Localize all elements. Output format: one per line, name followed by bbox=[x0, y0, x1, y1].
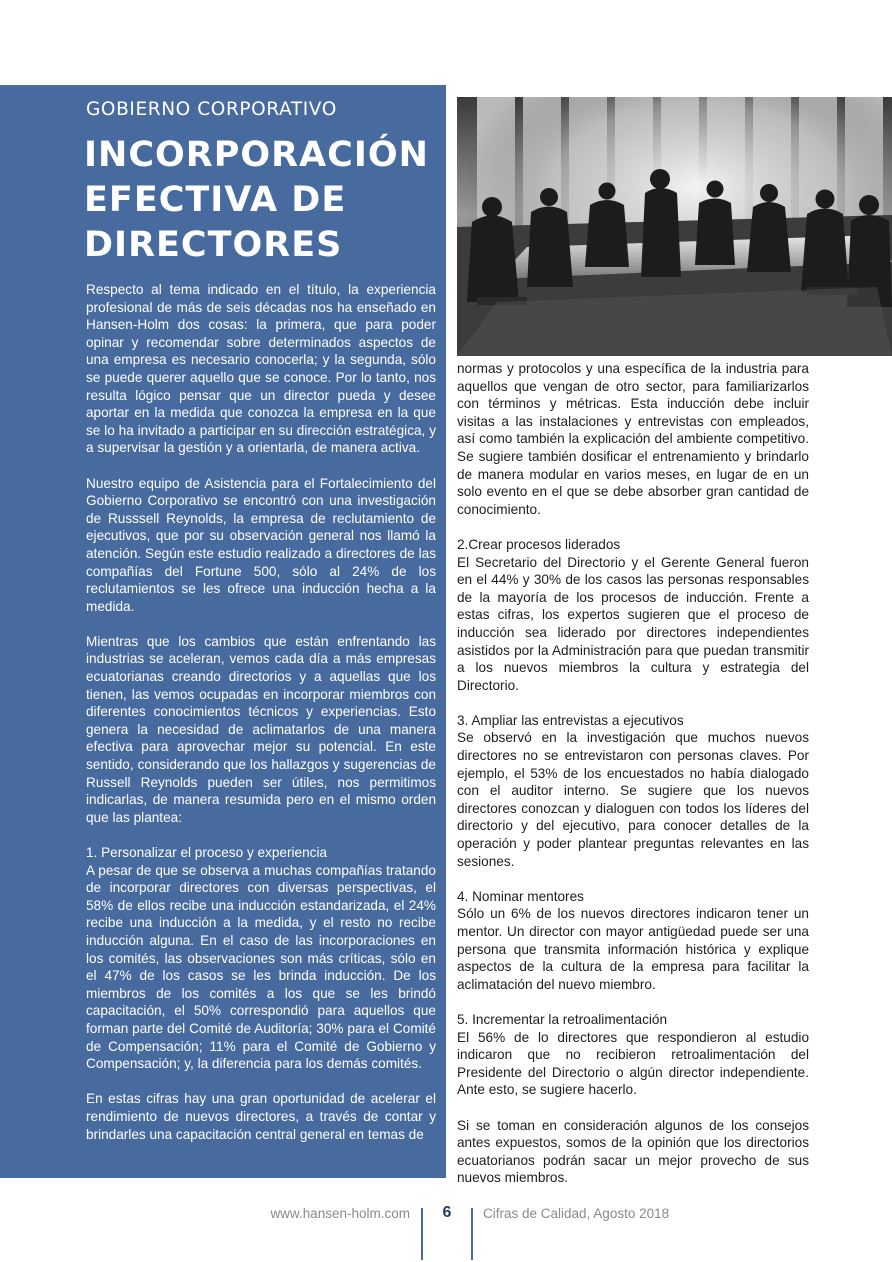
article-title-line-3: DIRECTORES bbox=[84, 225, 343, 265]
paragraph: Se observó en la investigación que muchos nuevos directores no se entrevistaron con personas claves. Por ejemplo, el 53% de los encuestados no había dialogado con el auditor interno. Se sugiere que los nuevos directores conozcan y dialoguen con todos los líderes del directorio y del ejecutivo, para conocer detalles de la operación y poder plantear preguntas relevantes en las sesiones. bbox=[457, 730, 809, 869]
right-column-text bbox=[457, 360, 809, 1187]
footer-website: www.hansen-holm.com bbox=[270, 1206, 410, 1221]
article-title bbox=[84, 133, 444, 268]
paragraph: A pesar de que se observa a muchas compañías tratando de incorporar directores con diversas perspectivas, el 58% de ellos recibe una inducción estandarizada, el 24% recibe una inducción a la medida, y el resto no recibe inducción alguna. En el caso de las incorporaciones en los comités, las observaciones son más críticas, sólo en el 47% de los casos se les brinda inducción. De los miembros de los comités a los que se les brindó capacitación, el 50% correspondió para aquellos que forman parte del Comité de Auditoría; 30% para el Comité de Compensación; 11% para el Comité de Gobierno y Compensación; y, la diferencia para los demás comités. bbox=[86, 862, 436, 1072]
section-label: GOBIERNO CORPORATIVO bbox=[86, 99, 337, 120]
subheading: 1. Personalizar el proceso y experiencia bbox=[86, 845, 328, 860]
paragraph: Nuestro equipo de Asistencia para el Fortalecimiento del Gobierno Corporativo se encontró con una investigación de Russsell Reynolds, la empresa de reclutamiento de ejecutivos, que por su observación general nos llamó la atención. Según este estudio realizado a directores de las compañías del Fortune 500, sólo al 24% de los reclutamientos se les ofrece una inducción hecha a la medida. bbox=[86, 475, 436, 614]
subheading: 3. Ampliar las entrevistas a ejecutivos bbox=[457, 712, 684, 728]
paragraph: En estas cifras hay una gran oportunidad de acelerar el rendimiento de nuevos directores, a través de contar y brindarles una capacitación central general en temas de bbox=[86, 1091, 436, 1142]
boardroom-silhouette-image bbox=[457, 97, 892, 356]
page-number: 6 bbox=[442, 1204, 452, 1221]
paragraph: El 56% de lo directores que respondieron al estudio indicaron que no recibieron retroalimentación del Presidente del Directorio o algún director independiente. Ante esto, se sugiere hacerlo. bbox=[457, 1029, 809, 1098]
article-title-line-1: INCORPORACIÓN bbox=[84, 135, 429, 175]
paragraph: normas y protocolos y una específica de la industria para aquellos que vengan de otro sector, para familiarizarlos con términos y métricas. Esta inducción debe incluir visitas a las instalaciones y entrevistas con empleados, así como también la explicación del ambiente competitivo. Se sugiere también dosificar el entrenamiento y brindarlo de manera modular en varios meses, en lugar de en un solo evento en el que se debe absorber gran cantidad de conocimiento. bbox=[457, 361, 809, 517]
boardroom-photo bbox=[457, 97, 892, 356]
footer-divider bbox=[471, 1208, 473, 1260]
paragraph: Respecto al tema indicado en el título, la experiencia profesional de más de seis décadas nos ha enseñado en Hansen-Holm dos cosas: la primera, que para poder opinar y recomendar sobre determinados aspectos de una empresa es necesario conocerla; y la segunda, sólo se puede querer aquello que se conoce. Por lo tanto, nos resulta lógico pensar que un director pueda y desee aportar en la medida que conozca la empresa en la que se lo ha invitado a participar en su dirección estratégica, y a supervisar la gestión y a orientarla, de manera activa. bbox=[86, 282, 436, 456]
paragraph: Sólo un 6% de los nuevos directores indicaron tener un mentor. Un director con mayor antigüedad puede ser una persona que transmita información histórica y explique aspectos de la cultura de la empresa para facilitar la aclimatación del nuevo miembro. bbox=[457, 906, 809, 992]
paragraph: El Secretario del Directorio y el Gerente General fueron en el 44% y 30% de los casos las personas responsables de la mayoría de los procesos de inducción. Frente a estas cifras, los expertos sugieren que el proceso de inducción sea liderado por directores independientes asistidos por la Administración para que puedan transmitir a los nuevos miembros la cultura y estrategia del Directorio. bbox=[457, 554, 809, 693]
paragraph: Si se toman en consideración algunos de los consejos antes expuestos, somos de la opinión que los directorios ecuatorianos podrán sacar un mejor provecho de sus nuevos miembros. bbox=[457, 1117, 809, 1186]
subheading: 2.Crear procesos liderados bbox=[457, 536, 621, 552]
paragraph: Mientras que los cambios que están enfrentando las industrias se aceleran, vemos cada día a más empresas ecuatorianas creando directorios y a aquellas que los tienen, las vemos ocupadas en incorporar miembros con diferentes conocimientos técnicos y experiencias. Esto genera la necesidad de aclimatarlos de una manera efectiva para aprovechar mejor su potencial. En este sentido, considerando que los hallazgos y sugerencias de Russell Reynolds pueden ser útiles, nos permitimos indicarlas, de manera resumida pero en el mismo orden que las plantea: bbox=[86, 633, 436, 825]
footer-publication: Cifras de Calidad, Agosto 2018 bbox=[483, 1206, 670, 1221]
subheading: 5. Incrementar la retroalimentación bbox=[457, 1011, 668, 1027]
article-title-line-2: EFECTIVA DE bbox=[84, 180, 347, 220]
subheading: 4. Nominar mentores bbox=[457, 888, 584, 904]
left-column-text bbox=[86, 281, 436, 1143]
